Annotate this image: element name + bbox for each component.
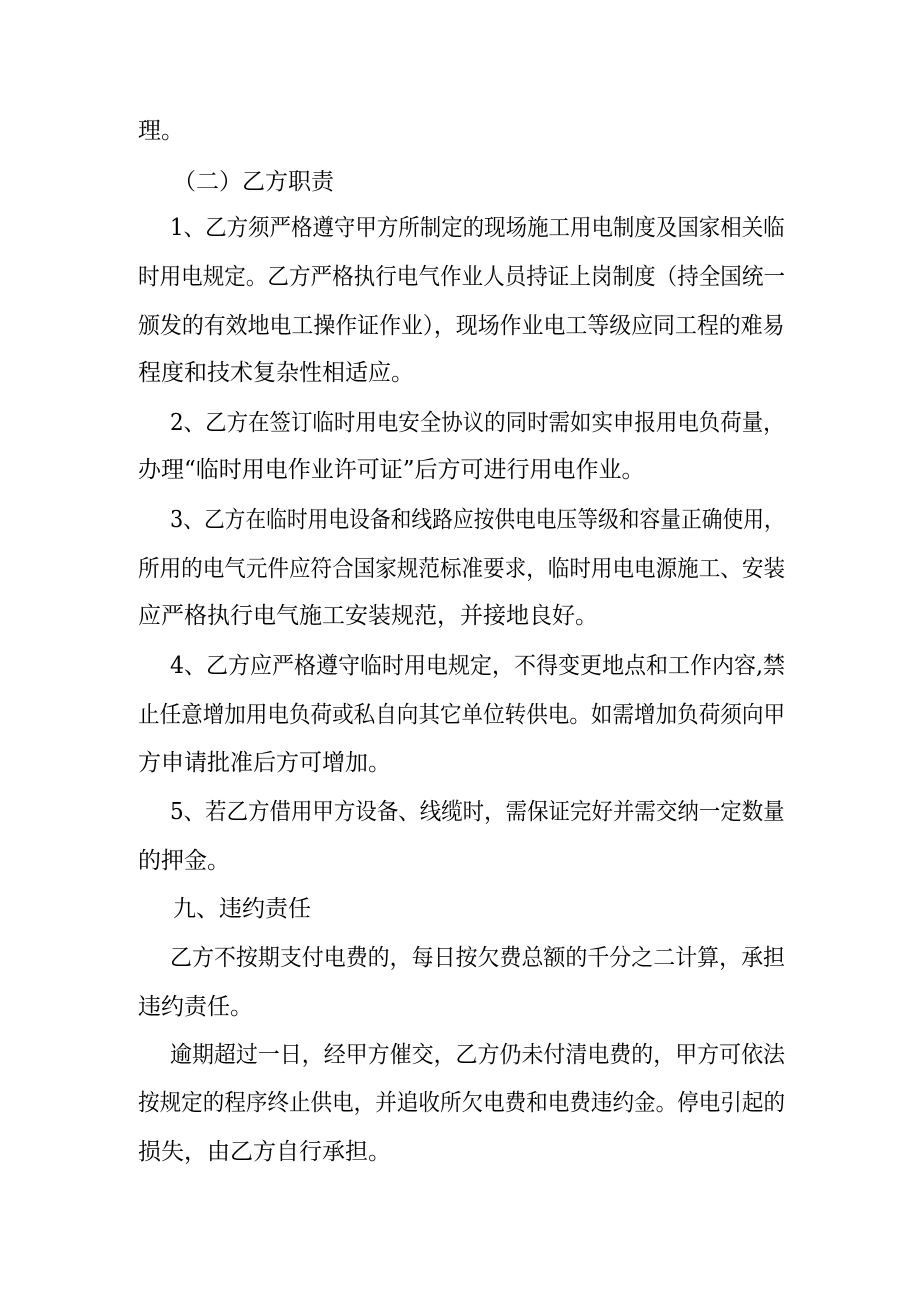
text-line: 应严格执行电气施工安装规范，并接地良好。: [138, 603, 598, 629]
text-line: 按规定的程序终止供电，并追收所欠电费和电费违约金。停电引起的: [138, 1090, 786, 1116]
text-line: 1、乙方须严格遵守甲方所制定的现场施工用电制度及国家相关临: [170, 215, 785, 241]
text-line: 5、若乙方借用甲方设备、线缆时，需保证完好并需交纳一定数量: [170, 799, 785, 825]
text-line: 4、乙方应严格遵守临时用电规定，不得变更地点和工作内容,禁: [170, 653, 785, 679]
text-line: 颁发的有效地电工操作证作业），现场作业电工等级应同工程的难易: [138, 313, 785, 339]
text-line: 乙方不按期支付电费的，每日按欠费总额的千分之二计算，承担: [170, 945, 786, 971]
text-line: 损失，由乙方自行承担。: [138, 1139, 391, 1165]
text-line: 方申请批准后方可增加。: [138, 750, 391, 776]
text-line: 所用的电气元件应符合国家规范标准要求，临时用电电源施工、安装: [138, 556, 786, 582]
text-line: 的押金。: [138, 848, 230, 874]
section-heading: 九、违约责任: [173, 896, 311, 922]
text-line: 违约责任。: [138, 994, 253, 1020]
text-line: 3、乙方在临时用电设备和线路应按供电电压等级和容量正确使用，: [170, 507, 785, 533]
text-line: 逾期超过一日，经甲方催交，乙方仍未付清电费的，甲方可依法: [170, 1042, 786, 1068]
section-heading: （二）乙方职责: [173, 169, 334, 195]
text-line: 程度和技术复杂性相适应。: [138, 360, 414, 386]
text-line: 时用电规定。乙方严格执行电气作业人员持证上岗制度（持全国统一: [138, 264, 786, 290]
text-line: 2、乙方在签订临时用电安全协议的同时需如实申报用电负荷量，: [170, 410, 785, 436]
text-line: 止任意增加用电负荷或私自向其它单位转供电。如需增加负荷须向甲: [138, 702, 786, 728]
text-line: 办理“临时用电作业许可证”后方可进行用电作业。: [138, 457, 645, 483]
text-line: 理。: [138, 118, 184, 144]
